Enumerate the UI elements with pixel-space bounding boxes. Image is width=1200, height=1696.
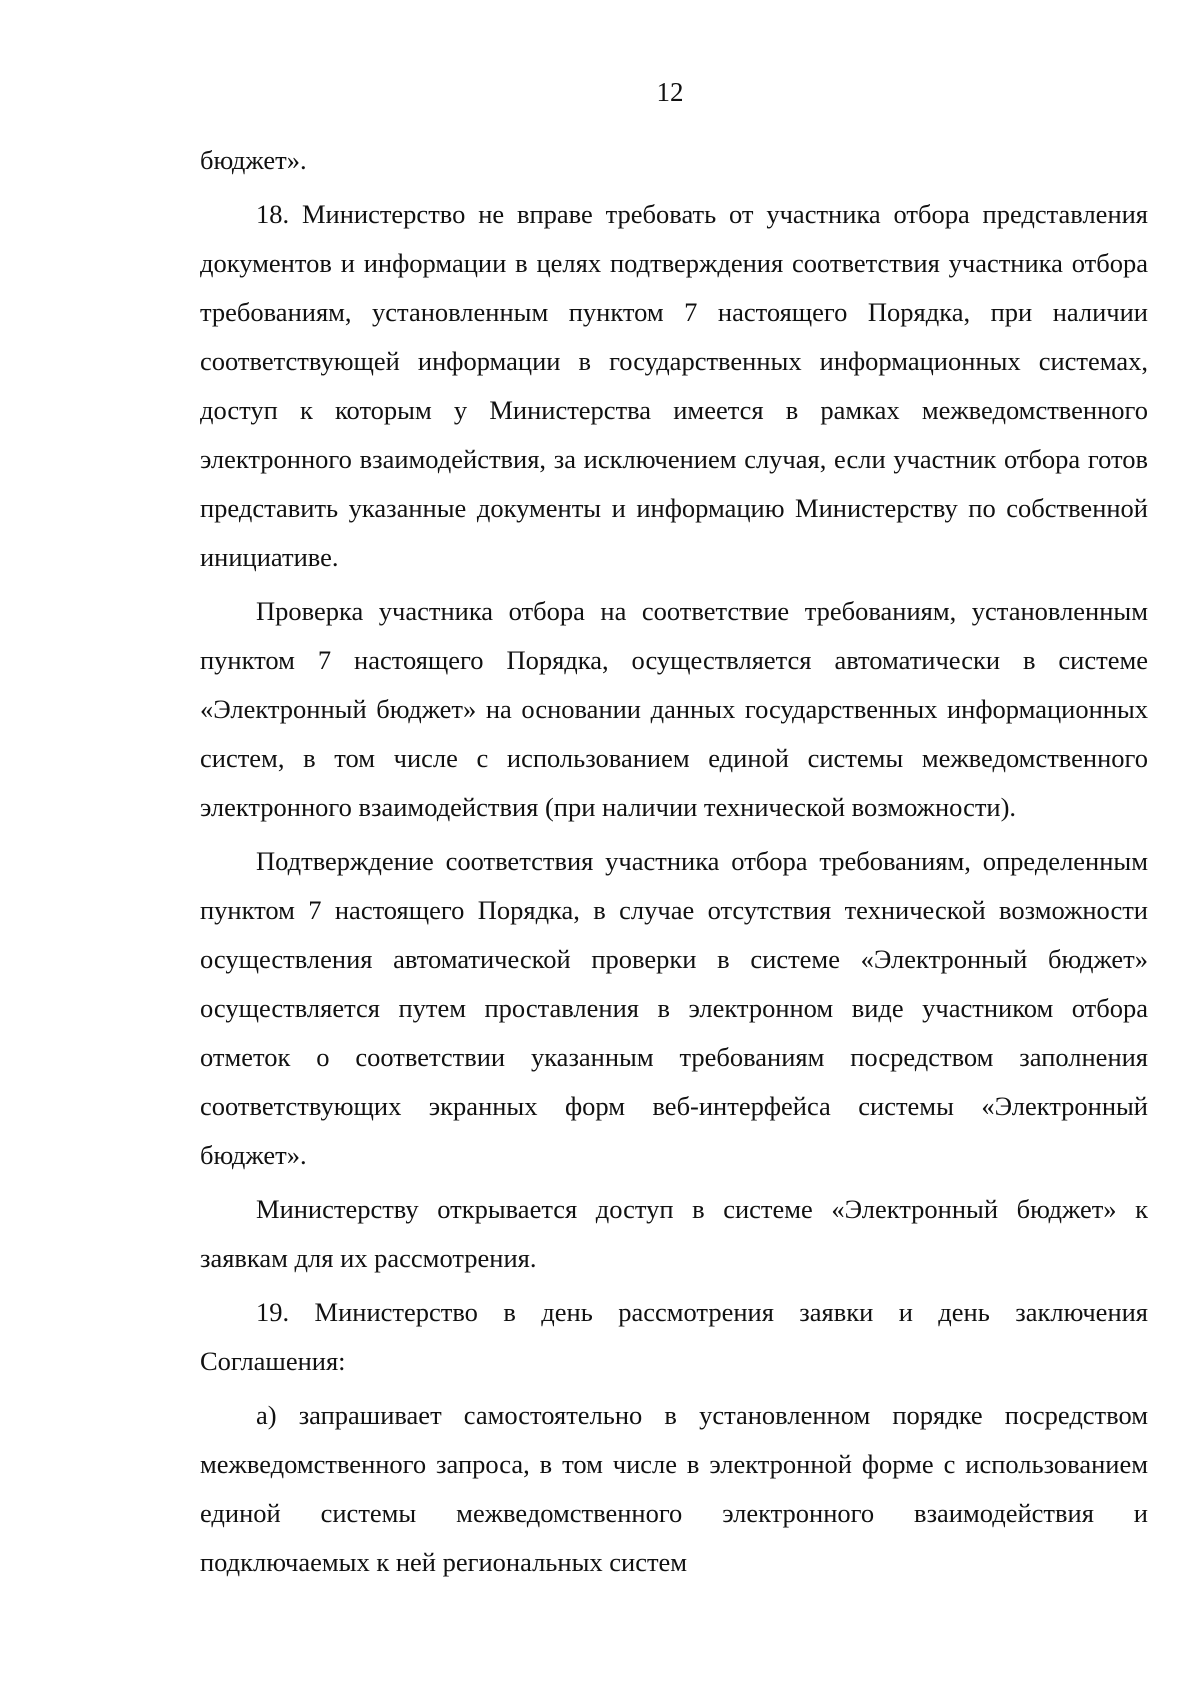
paragraph-verification: Проверка участника отбора на соответствие требованиям, установленным пунктом 7 настоящего Порядка, осуществляется автоматически в системе «Электронный бюджет» на основании данных государственных информационных систем, в том числе с использованием единой системы межведомственного электронного взаимодействия (при наличии технической возможности).: [200, 596, 1148, 822]
page-number: 12: [656, 77, 684, 107]
paragraph-item-19a: а) запрашивает самостоятельно в установленном порядке посредством межведомственного запроса, в том числе в электронной форме с использованием единой системы межведомственного электронного взаимодействия и подключаемых к ней региональных систем: [200, 1400, 1148, 1577]
paragraph-continuation: бюджет».: [200, 145, 307, 175]
document-body: [200, 136, 1148, 1592]
paragraph-item-19: 19. Министерство в день рассмотрения заявки и день заключения Соглашения:: [200, 1297, 1148, 1376]
paragraph-item-18: 18. Министерство не вправе требовать от участника отбора представления документов и информации в целях подтверждения соответствия участника отбора требованиям, установленным пунктом 7 настоящего Порядка, при наличии соответствующей информации в государственных информационных системах, доступ к которым у Министерства имеется в рамках межведомственного электронного взаимодействия, за исключением случая, если участник отбора готов представить указанные документы и информацию Министерству по собственной инициативе.: [200, 199, 1148, 572]
paragraph-confirmation: Подтверждение соответствия участника отбора требованиям, определенным пунктом 7 настоящего Порядка, в случае отсутствия технической возможности осуществления автоматической проверки в системе «Электронный бюджет» осуществляется путем проставления в электронном виде участником отбора отметок о соответствии указанным требованиям посредством заполнения соответствующих экранных форм веб-интерфейса системы «Электронный бюджет».: [200, 846, 1148, 1170]
paragraph-access: Министерству открывается доступ в системе «Электронный бюджет» к заявкам для их рассмотрения.: [200, 1194, 1148, 1273]
